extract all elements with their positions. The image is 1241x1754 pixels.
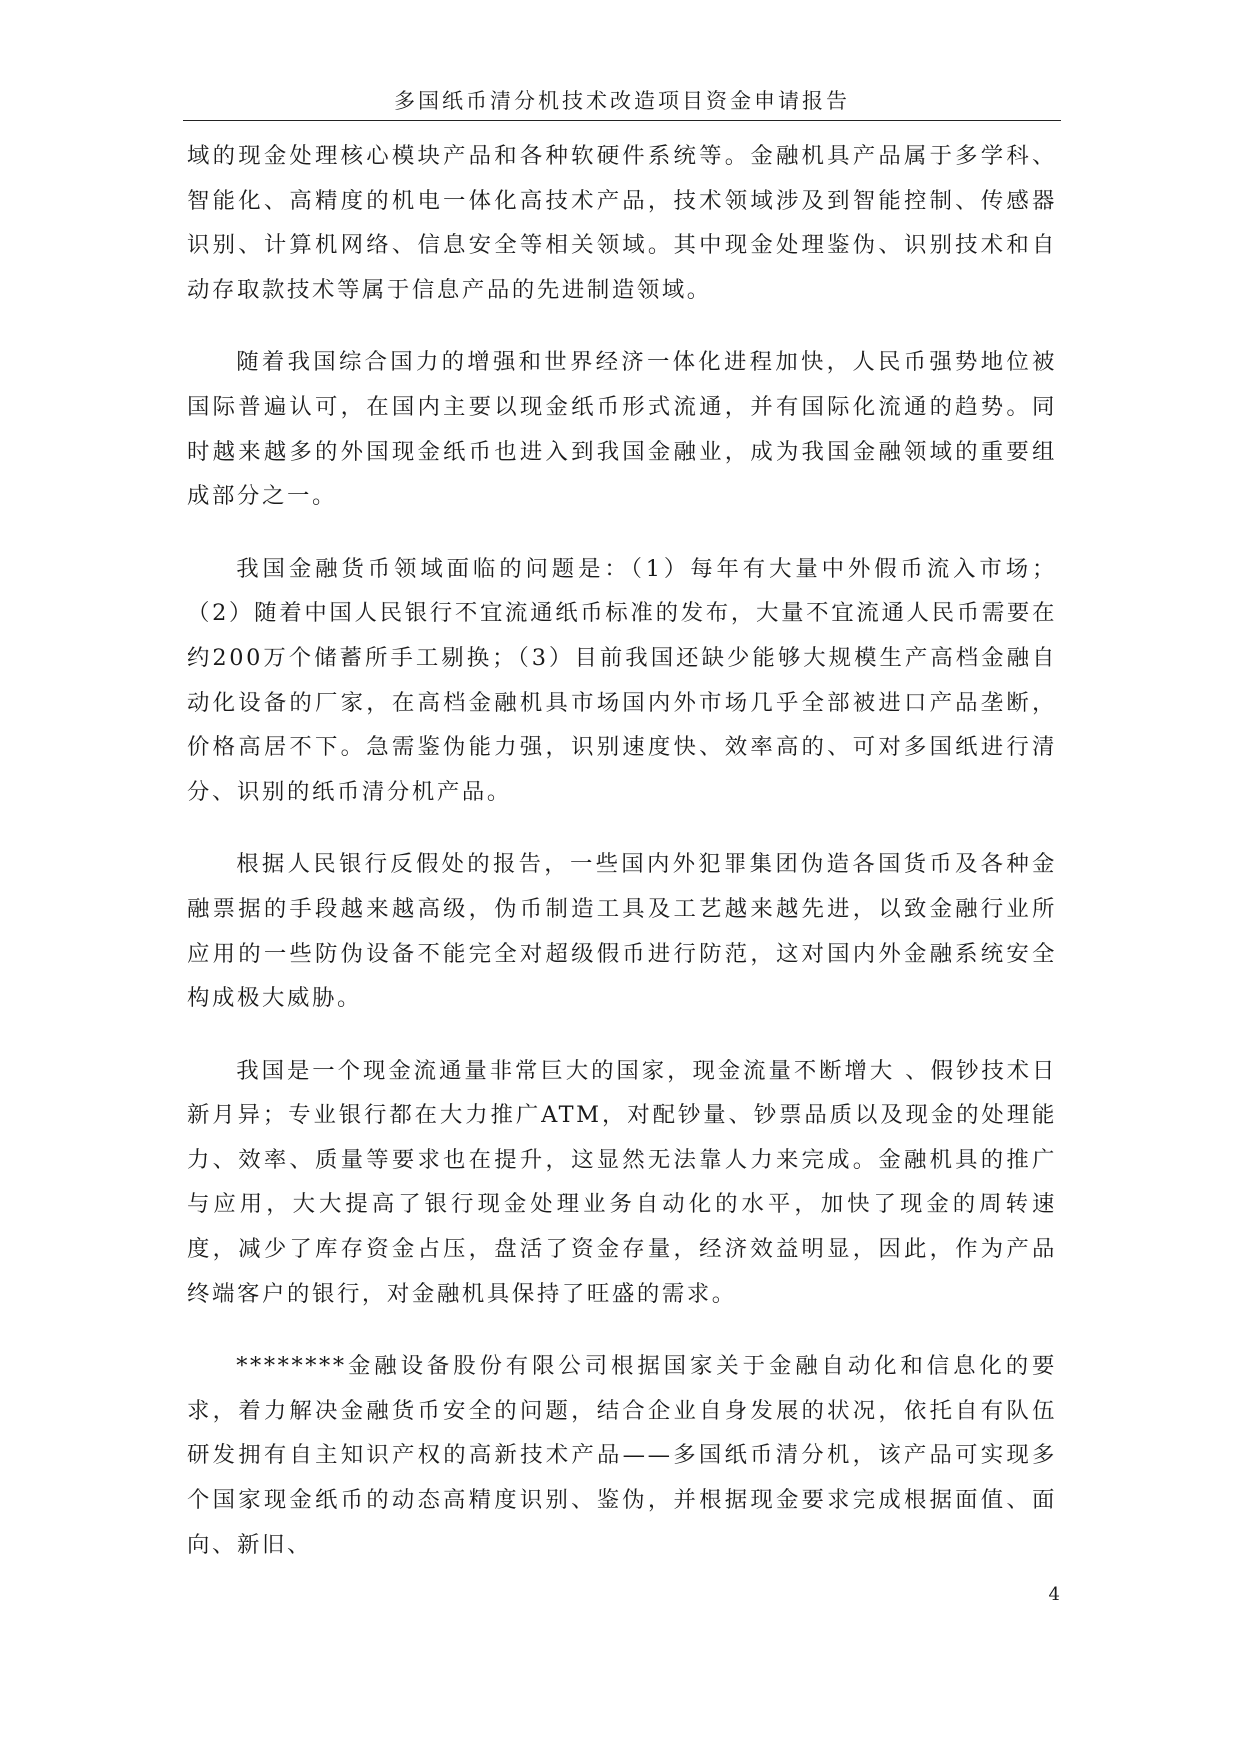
paragraph-2: 随着我国综合国力的增强和世界经济一体化进程加快，人民币强势地位被国际普遍认可，在国内主要以现金纸币形式流通，并有国际化流通的趋势。同时越来越多的外国现金纸币也进入到我国金融业，成为我国金融领域的重要组成部分之一。: [187, 349, 1057, 510]
paragraph-5: 我国是一个现金流通量非常巨大的国家，现金流量不断增大 、假钞技术日新月异；专业银行都在大力推广ATM，对配钞量、钞票品质以及现金的处理能力、效率、质量等要求也在提升，这显然无法靠人力来完成。金融机具的推广与应用，大大提高了银行现金处理业务自动化的水平，加快了现金的周转速度，减少了库存资金占压，盘活了资金存量，经济效益明显，因此，作为产品终端客户的银行，对金融机具保持了旺盛的需求。: [187, 1057, 1057, 1307]
page-number: 4: [1048, 1584, 1060, 1605]
page-header-title: 多国纸币清分机技术改造项目资金申请报告: [394, 89, 850, 113]
paragraph-6: ********金融设备股份有限公司根据国家关于金融自动化和信息化的要求，着力解决金融货币安全的问题，结合企业自身发展的状况，依托自有队伍研发拥有自主知识产权的高新技术产品——多国纸币清分机，该产品可实现多个国家现金纸币的动态高精度识别、鉴伪，并根据现金要求完成根据面值、面向、新旧、: [187, 1353, 1057, 1558]
header-divider: [183, 120, 1061, 121]
paragraph-1: 域的现金处理核心模块产品和各种软硬件系统等。金融机具产品属于多学科、智能化、高精度的机电一体化高技术产品，技术领域涉及到智能控制、传感器识别、计算机网络、信息安全等相关领域。其中现金处理鉴伪、识别技术和自动存取款技术等属于信息产品的先进制造领域。: [187, 143, 1057, 303]
paragraph-3: 我国金融货币领域面临的问题是：（1）每年有大量中外假币流入市场；（2）随着中国人民银行不宜流通纸币标准的发布，大量不宜流通人民币需要在约200万个储蓄所手工剔换；（3）目前我国还缺少能够大规模生产高档金融自动化设备的厂家，在高档金融机具市场国内外市场几乎全部被进口产品垄断，价格高居不下。急需鉴伪能力强，识别速度快、效率高的、可对多国纸进行清分、识别的纸币清分机产品。: [187, 555, 1057, 805]
paragraph-4: 根据人民银行反假处的报告，一些国内外犯罪集团伪造各国货币及各种金融票据的手段越来越高级，伪币制造工具及工艺越来越先进，以致金融行业所应用的一些防伪设备不能完全对超级假币进行防范，这对国内外金融系统安全构成极大威胁。: [187, 851, 1057, 1012]
document-body: [187, 134, 1057, 1567]
